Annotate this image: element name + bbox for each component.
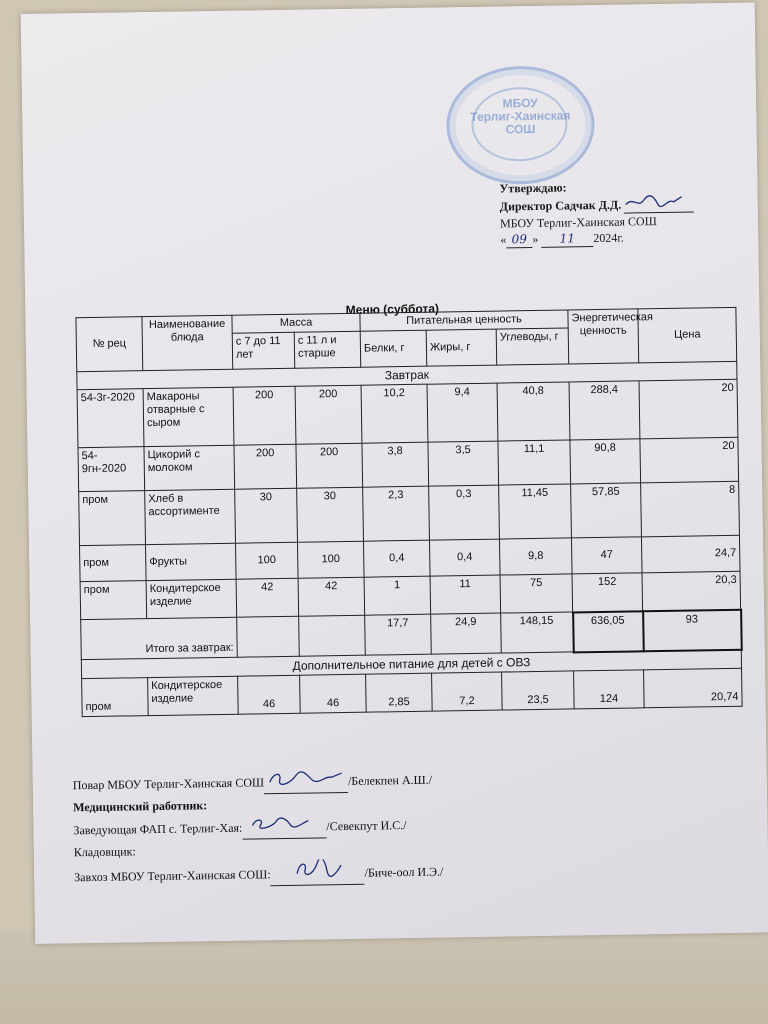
school-name: МБОУ Терлиг-Хаинская СОШ xyxy=(499,214,657,231)
mass-11-plus: 200 xyxy=(296,443,363,488)
background-surface xyxy=(0,930,768,1024)
header-recipe-number: № рец xyxy=(76,317,143,372)
header-energy: Энергетическая ценность xyxy=(568,309,639,364)
header-carbs: Углеводы, г xyxy=(496,328,569,365)
energy-value: 47 xyxy=(571,537,642,574)
fat-value: 3,5 xyxy=(428,441,499,486)
menu-document xyxy=(21,2,768,943)
total-price: 93 xyxy=(643,609,742,651)
date-year: 2024г. xyxy=(593,230,624,246)
mass-7-11: 200 xyxy=(234,444,297,489)
fat-value: 11 xyxy=(430,575,501,614)
recipe-number: 54-9гн-2020 xyxy=(78,447,145,492)
mass-11-plus: 46 xyxy=(300,674,367,713)
price-value: 20 xyxy=(639,379,738,439)
cook-name: /Белекпен А.Ш./ xyxy=(347,772,433,788)
header-protein: Белки, г xyxy=(360,330,427,367)
carbs-value: 75 xyxy=(500,574,573,613)
table-row xyxy=(77,379,738,447)
section-breakfast: Завтрак xyxy=(77,361,737,389)
mass-11-plus: 30 xyxy=(297,487,364,542)
recipe-number: 54-3г-2020 xyxy=(77,389,144,448)
header-dish-name: Наименование блюда xyxy=(142,315,233,370)
signatures-block xyxy=(73,768,444,890)
menu-table xyxy=(75,307,743,717)
date-month: 11 xyxy=(541,230,593,248)
date-open-quote: « xyxy=(500,232,507,247)
director-line xyxy=(500,193,695,215)
energy-value: 57,85 xyxy=(571,483,642,538)
protein-value: 1 xyxy=(364,576,431,615)
mass-11-plus: 42 xyxy=(298,577,365,616)
approval-block xyxy=(499,177,694,248)
total-protein: 17,7 xyxy=(365,614,432,655)
stamp-text: МБОУ Терлиг-Хаинская СОШ xyxy=(470,95,571,137)
protein-value: 3,8 xyxy=(362,442,429,487)
dish-name: Кондитерское изделие xyxy=(146,579,237,618)
mass-11-plus: 100 xyxy=(297,541,364,578)
protein-value: 2,85 xyxy=(366,673,433,712)
supply-signature xyxy=(270,859,364,886)
protein-value: 0,4 xyxy=(363,540,430,577)
dish-name: Макароны отварные с сыром xyxy=(143,387,234,446)
fat-value: 0,4 xyxy=(429,539,500,576)
cook-label: Повар МБОУ Терлиг-Хаинская СОШ xyxy=(72,775,265,793)
supply-label: Завхоз МБОУ Терлиг-Хаинская СОШ: xyxy=(74,867,271,885)
energy-value: 152 xyxy=(572,573,643,612)
carbs-value: 9,8 xyxy=(499,538,572,575)
approval-date xyxy=(500,228,695,248)
header-mass-7-11: с 7 до 11 лет xyxy=(232,332,295,369)
dish-name: Хлеб в ассортименте xyxy=(145,489,236,544)
fat-value: 9,4 xyxy=(427,383,498,442)
recipe-number: пром xyxy=(79,491,146,546)
approve-label: Утверждаю: xyxy=(499,180,567,196)
energy-value: 124 xyxy=(574,669,645,708)
total-energy: 636,05 xyxy=(573,611,644,652)
dish-name: Цикорий с молоком xyxy=(144,445,235,490)
dish-name: Кондитерское изделие xyxy=(148,676,239,715)
fap-label: Заведующая ФАП с. Терлиг-Хая: xyxy=(73,820,243,838)
price-value: 24,7 xyxy=(641,535,740,573)
carbs-value: 11,1 xyxy=(498,440,571,485)
director-signature xyxy=(624,193,694,213)
fat-value: 0,3 xyxy=(429,485,500,540)
header-mass: Масса xyxy=(232,313,360,333)
supply-line xyxy=(74,857,444,889)
carbs-value: 11,45 xyxy=(499,484,572,539)
medic-label: Медицинский работник: xyxy=(73,798,208,815)
total-empty-mass-a xyxy=(237,616,300,657)
mass-7-11: 30 xyxy=(235,488,298,543)
recipe-number: пром xyxy=(80,545,147,582)
director-name: Директор Садчак Д.Д. xyxy=(499,197,622,214)
header-mass-11-plus: с 11 л и старше xyxy=(294,331,361,368)
price-value: 20,74 xyxy=(644,668,743,708)
total-empty-mass-b xyxy=(299,615,366,656)
recipe-number: пром xyxy=(82,677,149,716)
storekeeper-label: Кладовщик: xyxy=(73,844,136,860)
header-price: Цена xyxy=(638,307,737,363)
menu-title: Меню (суббота) xyxy=(345,301,440,317)
fap-name: /Севекпут И.С./ xyxy=(326,818,407,834)
cook-signature xyxy=(264,769,348,794)
price-value: 8 xyxy=(641,481,740,537)
dish-name: Фрукты xyxy=(146,543,237,580)
total-carbs: 148,15 xyxy=(501,612,574,653)
supply-name: /Биче-оол И.Э./ xyxy=(364,864,444,880)
price-value: 20,3 xyxy=(642,571,741,611)
mass-7-11: 100 xyxy=(236,542,299,579)
mass-7-11: 42 xyxy=(236,578,299,617)
school-stamp xyxy=(446,65,596,185)
total-label: Итого за завтрак: xyxy=(81,617,238,659)
date-close-quote: » xyxy=(532,231,539,247)
energy-value: 90,8 xyxy=(570,439,641,484)
mass-7-11: 46 xyxy=(238,675,301,714)
carbs-value: 23,5 xyxy=(502,670,575,709)
mass-11-plus: 200 xyxy=(295,385,362,444)
mass-7-11: 200 xyxy=(233,386,296,445)
date-day: 09 xyxy=(506,231,532,248)
protein-value: 2,3 xyxy=(363,486,430,541)
protein-value: 10,2 xyxy=(361,384,428,443)
price-value: 20 xyxy=(640,437,739,483)
carbs-value: 40,8 xyxy=(497,382,570,441)
section-extra-nutrition: Дополнительное питание для детей с ОВЗ xyxy=(81,649,741,678)
total-fat: 24,9 xyxy=(431,613,502,654)
header-nutrition: Питательная ценность xyxy=(360,310,568,331)
header-fat: Жиры, г xyxy=(426,329,497,366)
recipe-number: пром xyxy=(80,581,147,620)
fat-value: 7,2 xyxy=(432,672,503,711)
fap-signature xyxy=(242,814,326,839)
energy-value: 288,4 xyxy=(569,381,640,440)
